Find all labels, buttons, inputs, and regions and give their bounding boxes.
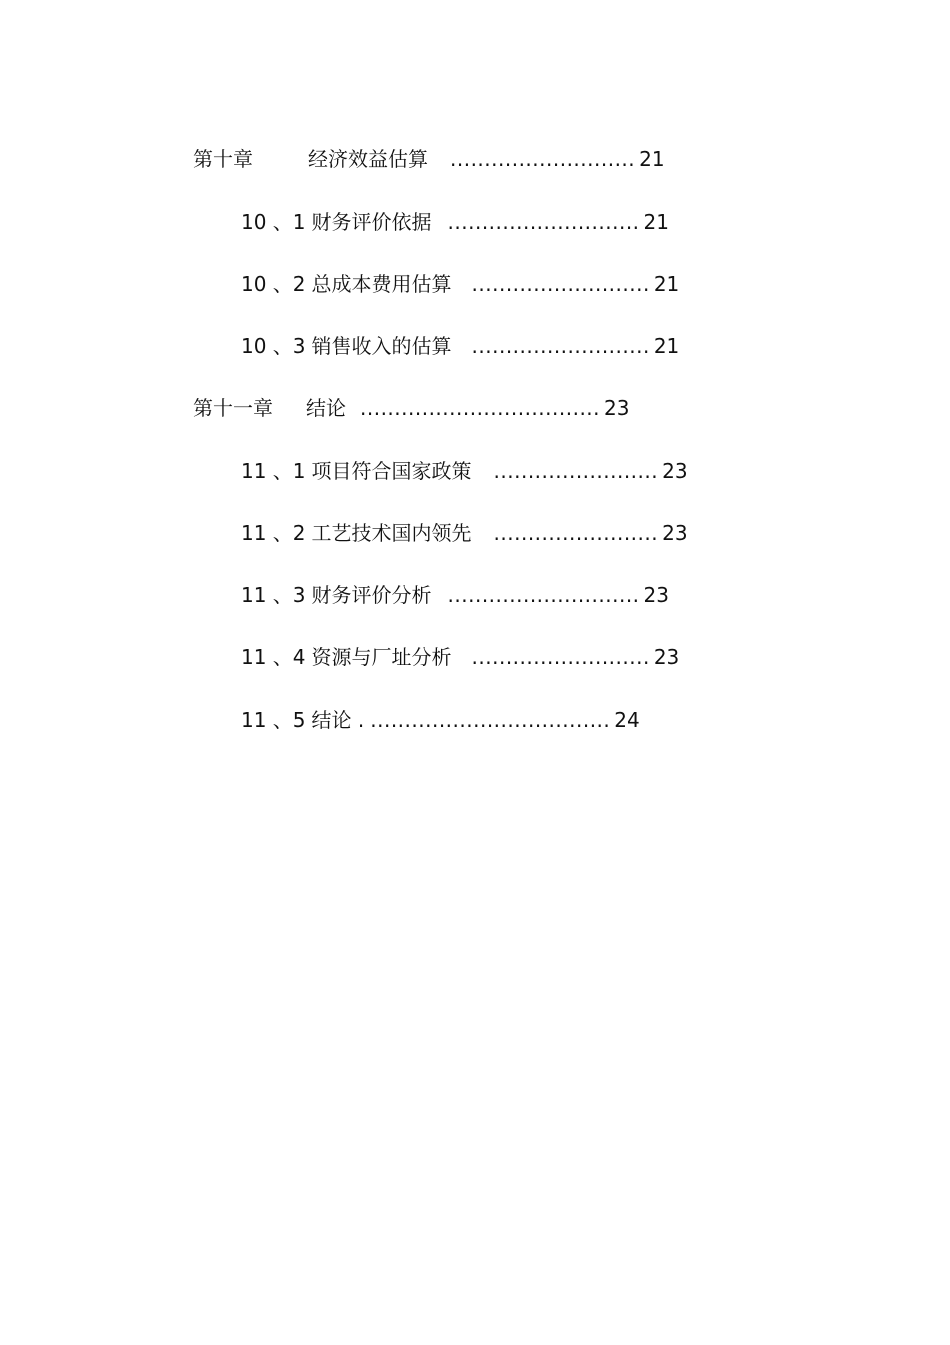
toc-entry-11-5[interactable]: [241, 707, 640, 733]
toc-entry-page: 21: [639, 147, 665, 171]
toc-entry-page: 21: [653, 272, 680, 296]
toc-entry-10-1[interactable]: [241, 209, 669, 235]
toc-entry-number: 10 、2: [241, 272, 306, 296]
toc-entry-title: 财务评价依据: [311, 210, 432, 234]
toc-entry-leader: ..........................: [471, 334, 650, 358]
toc-entry-title: 项目符合国家政策: [311, 459, 472, 483]
toc-entry-leader: ............................: [447, 210, 640, 234]
toc-entry-number: 10 、3: [241, 334, 306, 358]
toc-entry-title: 结论: [306, 396, 346, 420]
toc-entry-10-2[interactable]: [241, 271, 679, 297]
toc-entry-leader: ...........................: [450, 147, 636, 171]
toc-entry-leader: ..........................: [471, 272, 650, 296]
toc-entry-leader: ........................: [493, 459, 659, 483]
toc-entry-title: 工艺技术国内领先: [311, 521, 472, 545]
toc-entry-number: 11 、2: [241, 521, 306, 545]
toc-entry-title: 经济效益估算: [308, 147, 428, 171]
toc-entry-title: 结论 .: [311, 708, 365, 732]
toc-entry-11-3[interactable]: [241, 582, 669, 608]
toc-entry-leader: ...................................: [360, 396, 601, 420]
toc-entry-page: 21: [643, 210, 669, 234]
toc-entry-page: 23: [643, 583, 669, 607]
toc-entry-number: 第十一章: [193, 396, 273, 420]
toc-entry-title: 财务评价分析: [311, 583, 432, 607]
toc-entry-page: 24: [614, 708, 640, 732]
toc-entry-number: 第十章: [193, 147, 253, 171]
toc-entry-11-2[interactable]: [241, 520, 688, 546]
toc-entry-11-1[interactable]: [241, 458, 688, 484]
toc-entry-chapter-10[interactable]: [193, 146, 665, 172]
toc-entry-leader: ............................: [447, 583, 640, 607]
toc-entry-page: 23: [604, 396, 630, 420]
toc-entry-page: 23: [662, 459, 688, 483]
toc-entry-leader: ...................................: [370, 708, 611, 732]
toc-entry-number: 11 、3: [241, 583, 306, 607]
toc-entry-title: 销售收入的估算: [311, 334, 452, 358]
toc-entry-page: 23: [653, 645, 680, 669]
toc-entry-title: 总成本费用估算: [311, 272, 452, 296]
toc-entry-title: 资源与厂址分析: [311, 645, 452, 669]
toc-entry-number: 11 、1: [241, 459, 306, 483]
toc-entry-number: 11 、5: [241, 708, 306, 732]
toc-entry-number: 10 、1: [241, 210, 306, 234]
toc-entry-leader: ..........................: [471, 645, 650, 669]
toc-entry-11-4[interactable]: [241, 644, 679, 670]
toc-entry-10-3[interactable]: [241, 333, 679, 359]
toc-entry-page: 21: [653, 334, 680, 358]
toc-entry-chapter-11[interactable]: [193, 395, 629, 421]
toc-entry-page: 23: [662, 521, 688, 545]
toc-entry-leader: ........................: [493, 521, 659, 545]
toc-entry-number: 11 、4: [241, 645, 306, 669]
